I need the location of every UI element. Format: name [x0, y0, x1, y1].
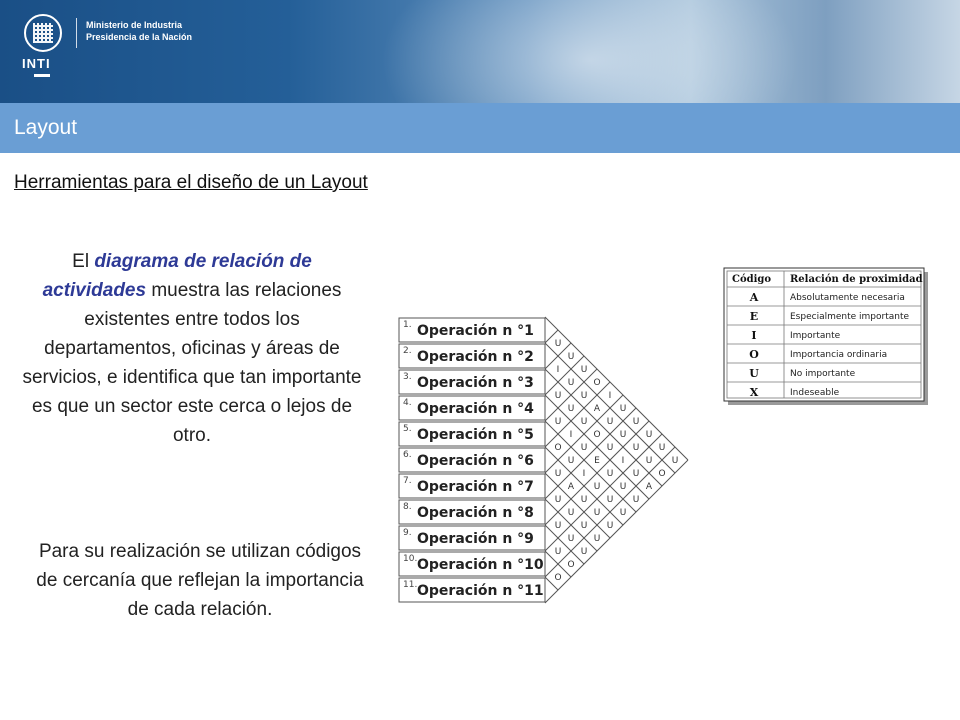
title-bar — [0, 103, 960, 153]
relation-code: A — [567, 482, 575, 492]
inti-logo-icon — [24, 14, 62, 52]
relation-code: U — [658, 443, 666, 453]
activity-relationship-diagram — [395, 305, 775, 623]
relation-code: U — [671, 456, 679, 466]
relation-code: U — [606, 443, 614, 453]
relation-code: U — [606, 469, 614, 479]
legend-description: Importancia ordinaria — [790, 350, 888, 360]
ministry-line-2: Presidencia de la Nación — [86, 32, 193, 42]
paragraph-2: Para su realización se utilizan códigos de cercanía que reflejan la importancia de cada relación. — [36, 541, 364, 620]
relation-code: E — [594, 456, 600, 466]
legend-code: X — [749, 386, 759, 399]
relation-code: U — [554, 469, 562, 479]
relation-code: U — [619, 508, 627, 518]
relation-code: O — [554, 573, 562, 583]
legend-header-code: Código — [732, 274, 772, 285]
relation-code: U — [645, 430, 653, 440]
banner-glow — [380, 0, 800, 103]
relation-code: U — [619, 430, 627, 440]
legend-description: Especialmente importante — [790, 312, 910, 322]
operation-label: Operación n °10 — [417, 557, 544, 573]
legend-code: I — [751, 329, 757, 342]
paragraph-1 — [22, 247, 362, 450]
operation-label: Operación n °1 — [417, 323, 534, 339]
relation-code: U — [567, 378, 575, 388]
legend-description: Indeseable — [790, 388, 840, 398]
relation-code: U — [632, 417, 640, 427]
relation-code: U — [580, 521, 588, 531]
relation-code: O — [658, 469, 666, 479]
relation-code: U — [580, 495, 588, 505]
relation-code: U — [567, 352, 575, 362]
relation-code: U — [632, 495, 640, 505]
relation-code: U — [632, 469, 640, 479]
relation-code: U — [554, 339, 562, 349]
operation-label: Operación n °7 — [417, 479, 534, 495]
slide-title: Layout — [14, 116, 78, 139]
relation-code: O — [554, 443, 562, 453]
operation-number: 6. — [403, 450, 412, 460]
paragraph-1-body: muestra las relaciones existentes entre todos los departamentos, oficinas y áreas de servicios, e identifica que tan importante es que un sector este cerca o lejos de otro. — [22, 280, 362, 446]
relation-code: I — [582, 469, 586, 479]
relation-code: U — [554, 417, 562, 427]
logo-divider — [76, 18, 77, 48]
legend-description: Importante — [790, 331, 841, 341]
relation-code: U — [554, 547, 562, 557]
relation-code: U — [554, 495, 562, 505]
header-banner — [0, 0, 960, 103]
relation-code: U — [567, 534, 575, 544]
relation-code: U — [593, 482, 601, 492]
paragraph-1-intro: El — [72, 251, 95, 272]
operation-number: 3. — [403, 372, 412, 382]
relation-code: U — [567, 404, 575, 414]
operation-label: Operación n °8 — [417, 505, 534, 521]
operation-label: Operación n °11 — [417, 583, 544, 599]
operation-number: 1. — [403, 320, 412, 330]
operation-label: Operación n °2 — [417, 349, 534, 365]
relation-code: U — [580, 417, 588, 427]
relation-code: U — [580, 547, 588, 557]
operation-number: 2. — [403, 346, 412, 356]
relation-code: U — [606, 417, 614, 427]
operation-number: 8. — [403, 502, 412, 512]
relation-code: I — [556, 365, 560, 375]
relation-code: U — [606, 495, 614, 505]
relation-code: I — [621, 456, 625, 466]
operation-label: Operación n °5 — [417, 427, 534, 443]
relation-code: U — [619, 482, 627, 492]
paragraph-1-emphasis: diagrama de relación de actividades — [42, 251, 312, 301]
proximity-code-legend — [722, 266, 932, 414]
logo-underline — [34, 74, 50, 77]
operation-number: 5. — [403, 424, 412, 434]
relation-code: O — [593, 430, 601, 440]
slide-subtitle: Herramientas para el diseño de un Layout — [14, 172, 368, 193]
legend-code: E — [749, 310, 759, 323]
ministry-line-1: Ministerio de Industria — [86, 20, 183, 30]
relation-code: U — [554, 391, 562, 401]
operation-label: Operación n °3 — [417, 375, 534, 391]
relation-code: U — [606, 521, 614, 531]
relation-code: O — [567, 560, 575, 570]
ministry-name — [86, 19, 192, 43]
operation-number: 11. — [403, 580, 418, 590]
legend-code: O — [749, 348, 759, 361]
relation-code: O — [593, 378, 601, 388]
operation-number: 4. — [403, 398, 412, 408]
legend-description: Absolutamente necesaria — [790, 293, 905, 303]
relation-code: U — [554, 521, 562, 531]
operation-number: 9. — [403, 528, 412, 538]
relation-code: U — [645, 456, 653, 466]
relation-code: U — [580, 443, 588, 453]
relation-code: U — [580, 391, 588, 401]
operation-label: Operación n °4 — [417, 401, 534, 417]
operation-number: 7. — [403, 476, 412, 486]
operation-label: Operación n °6 — [417, 453, 534, 469]
logo-label: INTI — [22, 56, 51, 71]
operation-number: 10. — [403, 554, 418, 564]
relation-code: I — [569, 430, 573, 440]
operation-label: Operación n °9 — [417, 531, 534, 547]
relation-code: U — [593, 534, 601, 544]
legend-code: A — [749, 291, 759, 304]
relation-code: U — [580, 365, 588, 375]
relation-code: U — [567, 508, 575, 518]
relation-code: U — [567, 456, 575, 466]
legend-header-relation: Relación de proximidad — [790, 274, 923, 285]
relation-code: U — [593, 508, 601, 518]
relation-code: A — [593, 404, 601, 414]
relation-code: U — [632, 443, 640, 453]
relation-code: A — [645, 482, 653, 492]
legend-description: No importante — [790, 369, 856, 379]
relation-code: I — [608, 391, 612, 401]
relation-code: U — [619, 404, 627, 414]
legend-code: U — [749, 367, 759, 380]
